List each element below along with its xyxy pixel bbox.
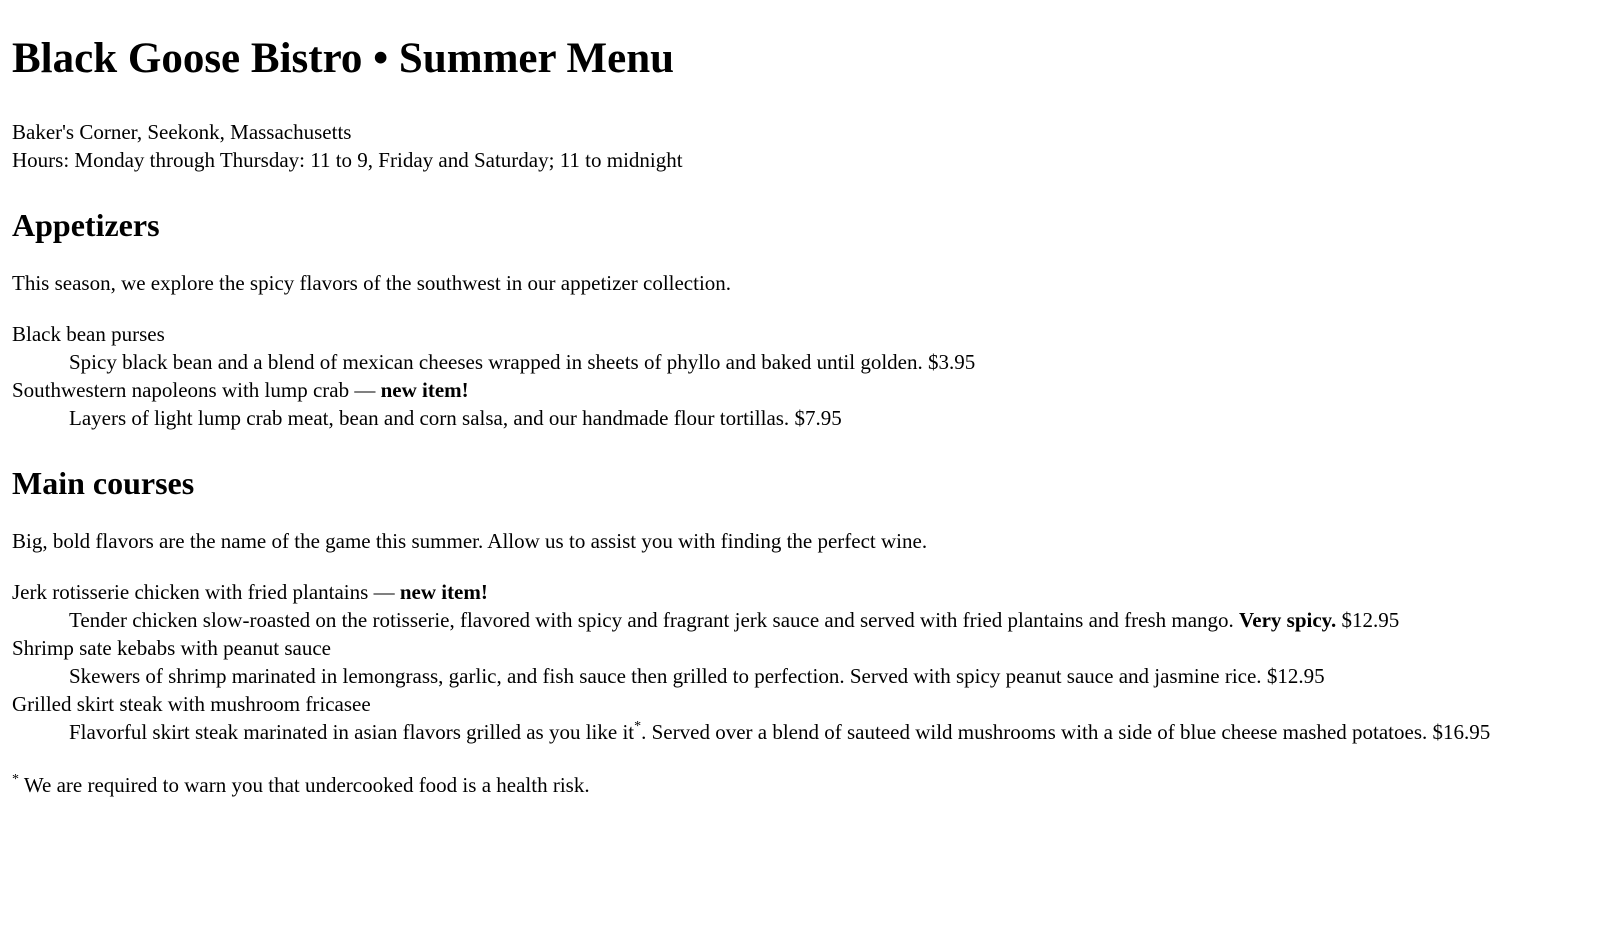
menu-page xyxy=(0,34,1600,799)
menu-item-description: Layers of light lump crab meat, bean and corn salsa, and our handmade flour tortillas. $7.95 xyxy=(69,406,842,430)
new-item-badge: new item! xyxy=(399,580,488,604)
main-courses-list xyxy=(12,578,1588,746)
footnote-marker: * xyxy=(634,719,642,734)
menu-item-name: Grilled skirt steak with mushroom fricasee xyxy=(12,692,371,716)
appetizers-list xyxy=(12,320,1588,432)
menu-item-price: $12.95 xyxy=(1341,608,1400,632)
menu-item-description: Flavorful skirt steak marinated in asian flavors grilled as you like it*. Served over a blend of sauteed wild mushrooms with a side of blue cheese mashed potatoes. $16.95 xyxy=(69,719,1491,744)
restaurant-info xyxy=(12,118,1588,174)
menu-item-price: $7.95 xyxy=(794,406,842,430)
menu-item-description: Tender chicken slow-roasted on the rotisserie, flavored with spicy and fragrant jerk sauce and served with fried plantains and fresh mango. Very spicy. $12.95 xyxy=(69,608,1400,632)
menu-item-price: $16.95 xyxy=(1432,720,1491,744)
menu-item-price: $3.95 xyxy=(928,350,976,374)
appetizers-intro: This season, we explore the spicy flavors of the southwest in our appetizer collection. xyxy=(12,271,732,295)
menu-item-description: Skewers of shrimp marinated in lemongrass, garlic, and fish sauce then grilled to perfection. Served with spicy peanut sauce and jasmine rice. $12.95 xyxy=(69,664,1325,688)
address-line: Baker's Corner, Seekonk, Massachusetts xyxy=(12,120,352,144)
menu-item-name: Southwestern napoleons with lump crab — new item! xyxy=(12,378,469,402)
menu-item-price: $12.95 xyxy=(1266,664,1325,688)
menu-item-description: Spicy black bean and a blend of mexican cheeses wrapped in sheets of phyllo and baked until golden. $3.95 xyxy=(69,350,976,374)
hours-line: Hours: Monday through Thursday: 11 to 9, Friday and Saturday; 11 to midnight xyxy=(12,148,683,172)
footnote-text: We are required to warn you that undercooked food is a health risk. xyxy=(23,773,590,797)
menu-item-name: Black bean purses xyxy=(12,322,165,346)
appetizers-heading: Appetizers xyxy=(12,207,160,243)
main-courses-intro: Big, bold flavors are the name of the game this summer. Allow us to assist you with finding the perfect wine. xyxy=(12,529,928,553)
spicy-warning: Very spicy. xyxy=(1239,608,1337,632)
footnote-marker: * xyxy=(12,772,19,787)
new-item-badge: new item! xyxy=(380,378,469,402)
footnote xyxy=(12,771,1588,799)
page-title: Black Goose Bistro • Summer Menu xyxy=(12,35,675,82)
main-courses-heading: Main courses xyxy=(12,465,195,501)
menu-item-name: Shrimp sate kebabs with peanut sauce xyxy=(12,636,331,660)
menu-item-name: Jerk rotisserie chicken with fried plantains — new item! xyxy=(12,580,488,604)
